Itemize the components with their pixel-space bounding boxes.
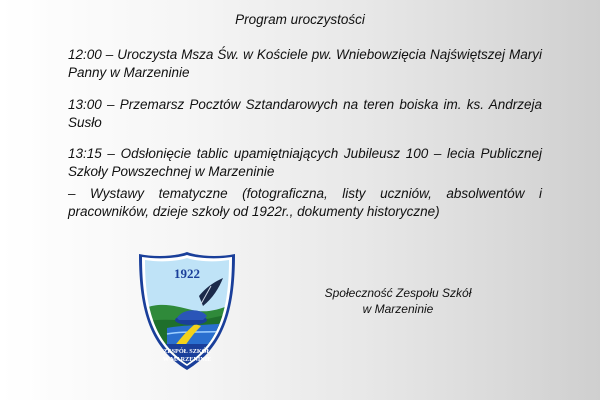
crest-name-line1: ZESPÓŁ SZKÓŁ (163, 348, 211, 355)
signature-line-2: w Marzeninie (362, 302, 434, 316)
school-crest-logo (137, 250, 237, 372)
page-title: Program uroczystości (235, 12, 365, 27)
crest-name-line2: W MARZENINIE (162, 356, 212, 363)
program-item-1: 12:00 – Uroczysta Msza Św. w Kościele pw. Wniebowzięcia Najświętszej Maryi Panny w Marzeninie (68, 47, 542, 80)
program-item-2: 13:00 – Przemarsz Pocztów Sztandarowych na teren boiska im. ks. Andrzeja Susło (68, 97, 542, 130)
crest-year: 1922 (174, 266, 200, 281)
program-item-3: 13:15 – Odsłonięcie tablic upamiętniających Jubileusz 100 – lecia Publicznej Szkoły Powszechnej w Marzeninie (68, 146, 542, 179)
signature-block (308, 285, 488, 317)
program-item-4: – Wystawy tematyczne (fotograficzna, listy uczniów, absolwentów i pracowników, dzieje szkoły od 1922r., dokumenty historyczne) (68, 186, 542, 219)
signature-line-1: Społeczność Zespołu Szkół (324, 286, 472, 300)
